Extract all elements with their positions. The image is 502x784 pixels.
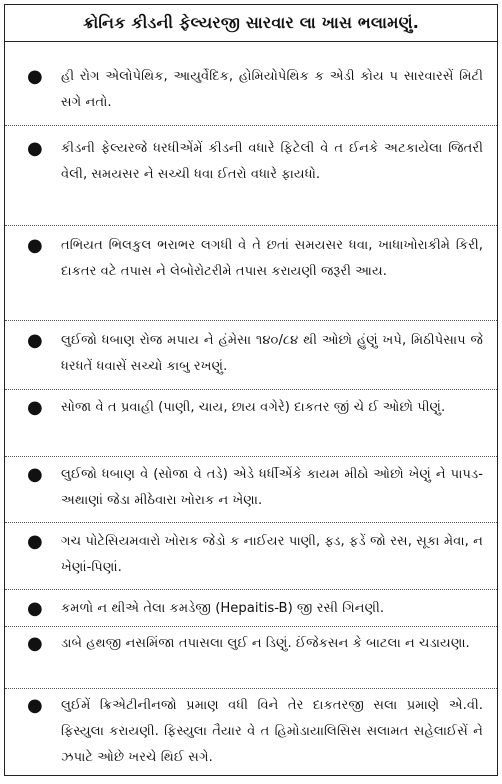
divider xyxy=(5,522,497,523)
list-item-text: લુઈજો ધબાણ વે (સોજા વે તડે) એડે ધર્ધીએંકે કાયમ મીઠો ઓછો ખેણું ને પાપડ-અથાણાં જેડા મીઠેવારા ખોરાક ન ખેણા. xyxy=(61,467,483,508)
list-item xyxy=(5,631,497,657)
bullet-icon: ● xyxy=(27,235,43,256)
bullet-icon: ● xyxy=(27,138,43,159)
bullet-icon: ● xyxy=(27,633,43,654)
divider xyxy=(5,456,497,457)
list-item xyxy=(5,462,497,514)
list-item-text: કીડની ફેલ્યરજે ધરધીએંમેં કીડની વધારે ફિટેલી વે ત ઈનકે અટકાયેલા જિતરી વેલી, સમયસર ને સચ્ચી ધવા ઈતરો વધારે ફાયધો. xyxy=(61,141,483,182)
bullet-icon: ● xyxy=(27,598,43,619)
divider xyxy=(5,225,497,226)
list-item xyxy=(5,693,497,771)
list-item xyxy=(5,529,497,581)
bullet-icon: ● xyxy=(27,531,43,552)
list-item-text: ડાબે હથજી નસમિંજા તપાસલા લુઈ ન ડિણું. ઈંજેકસન કે બાટલા ન ચડાયણા. xyxy=(61,636,470,651)
recommendation-list xyxy=(5,42,497,776)
list-item-text: સોજા વે ત પ્રવાહી (પાણી, ચાય, છાય વગેરે) દાકતર જીં ચે ઈ ઓછો પીણું. xyxy=(61,400,446,415)
list-item xyxy=(5,136,497,188)
list-item-text: હી રોગ એલોપેથિક, આયુર્વેદિક, હોમિયોપેથિક ક એડી કોય પ સારવારસેં મિટી સગે નતો. xyxy=(61,69,483,110)
bullet-icon: ● xyxy=(27,397,43,418)
list-item xyxy=(5,64,497,116)
bullet-icon: ● xyxy=(27,330,43,351)
divider xyxy=(5,389,497,390)
list-item-text: કમળો ન થીએ તેલા કમડેજી (Hepaitis-B) જી રસી ગિનણી. xyxy=(61,601,385,616)
bullet-icon: ● xyxy=(27,695,43,716)
list-item-text: ગચ પોટેસિયમવારો ખોરાક જેડો ક નાઈયર પાણી, ફ્ડ, ફડેં જો રસ, સૂકા મેવા, ન ખેણાં-પિણાં. xyxy=(61,534,483,575)
list-item xyxy=(5,596,497,622)
list-item xyxy=(5,233,497,285)
list-item xyxy=(5,328,497,380)
list-item-text: લુઈજો ધબાણ રોજ મપાય ને હંમેસા ૧૪૦/૮૪ થી ઓછો હુંણું ખપે, મિઠીપેસાપ જે ધરધતેં ધવાસેં સચ્ચો કાબુ રખણું. xyxy=(61,333,483,374)
bullet-icon: ● xyxy=(27,66,43,87)
divider xyxy=(5,688,497,689)
bullet-icon: ● xyxy=(27,464,43,485)
divider xyxy=(5,320,497,321)
divider xyxy=(5,626,497,627)
list-item-text: લુઈમેં ક્રિએટીનીનજો પ્રમાણ વધી વિને તેર દાકતરજી સલા પ્રમાણે એ.વી. ફિસ્યુલા કરાયણી. ફિસ્યુલા તૈયાર વે ત હિમોડાયાલિસિસ સલામત સહેલાઈસેં ને ઝપાટે ઓછે ખરચે થિઈ સગે. xyxy=(61,698,483,765)
page-title: ક્રોનિક કીડની ફેલ્યરજી સારવાર લા ખાસ ભલામણું. xyxy=(5,5,497,42)
divider xyxy=(5,125,497,126)
list-item-text: તભિયત ભિલકુલ ભરાભર લગધી વે તે છતાં સમયસર ધવા, ખાધાખોરાકીમે કિરી, દાકતર વટે તપાસ ને લેબોરોટરીમે તપાસ કરાયણી જરૂરી આય. xyxy=(61,238,483,279)
page xyxy=(4,4,498,776)
divider xyxy=(5,589,497,590)
list-item xyxy=(5,395,497,421)
